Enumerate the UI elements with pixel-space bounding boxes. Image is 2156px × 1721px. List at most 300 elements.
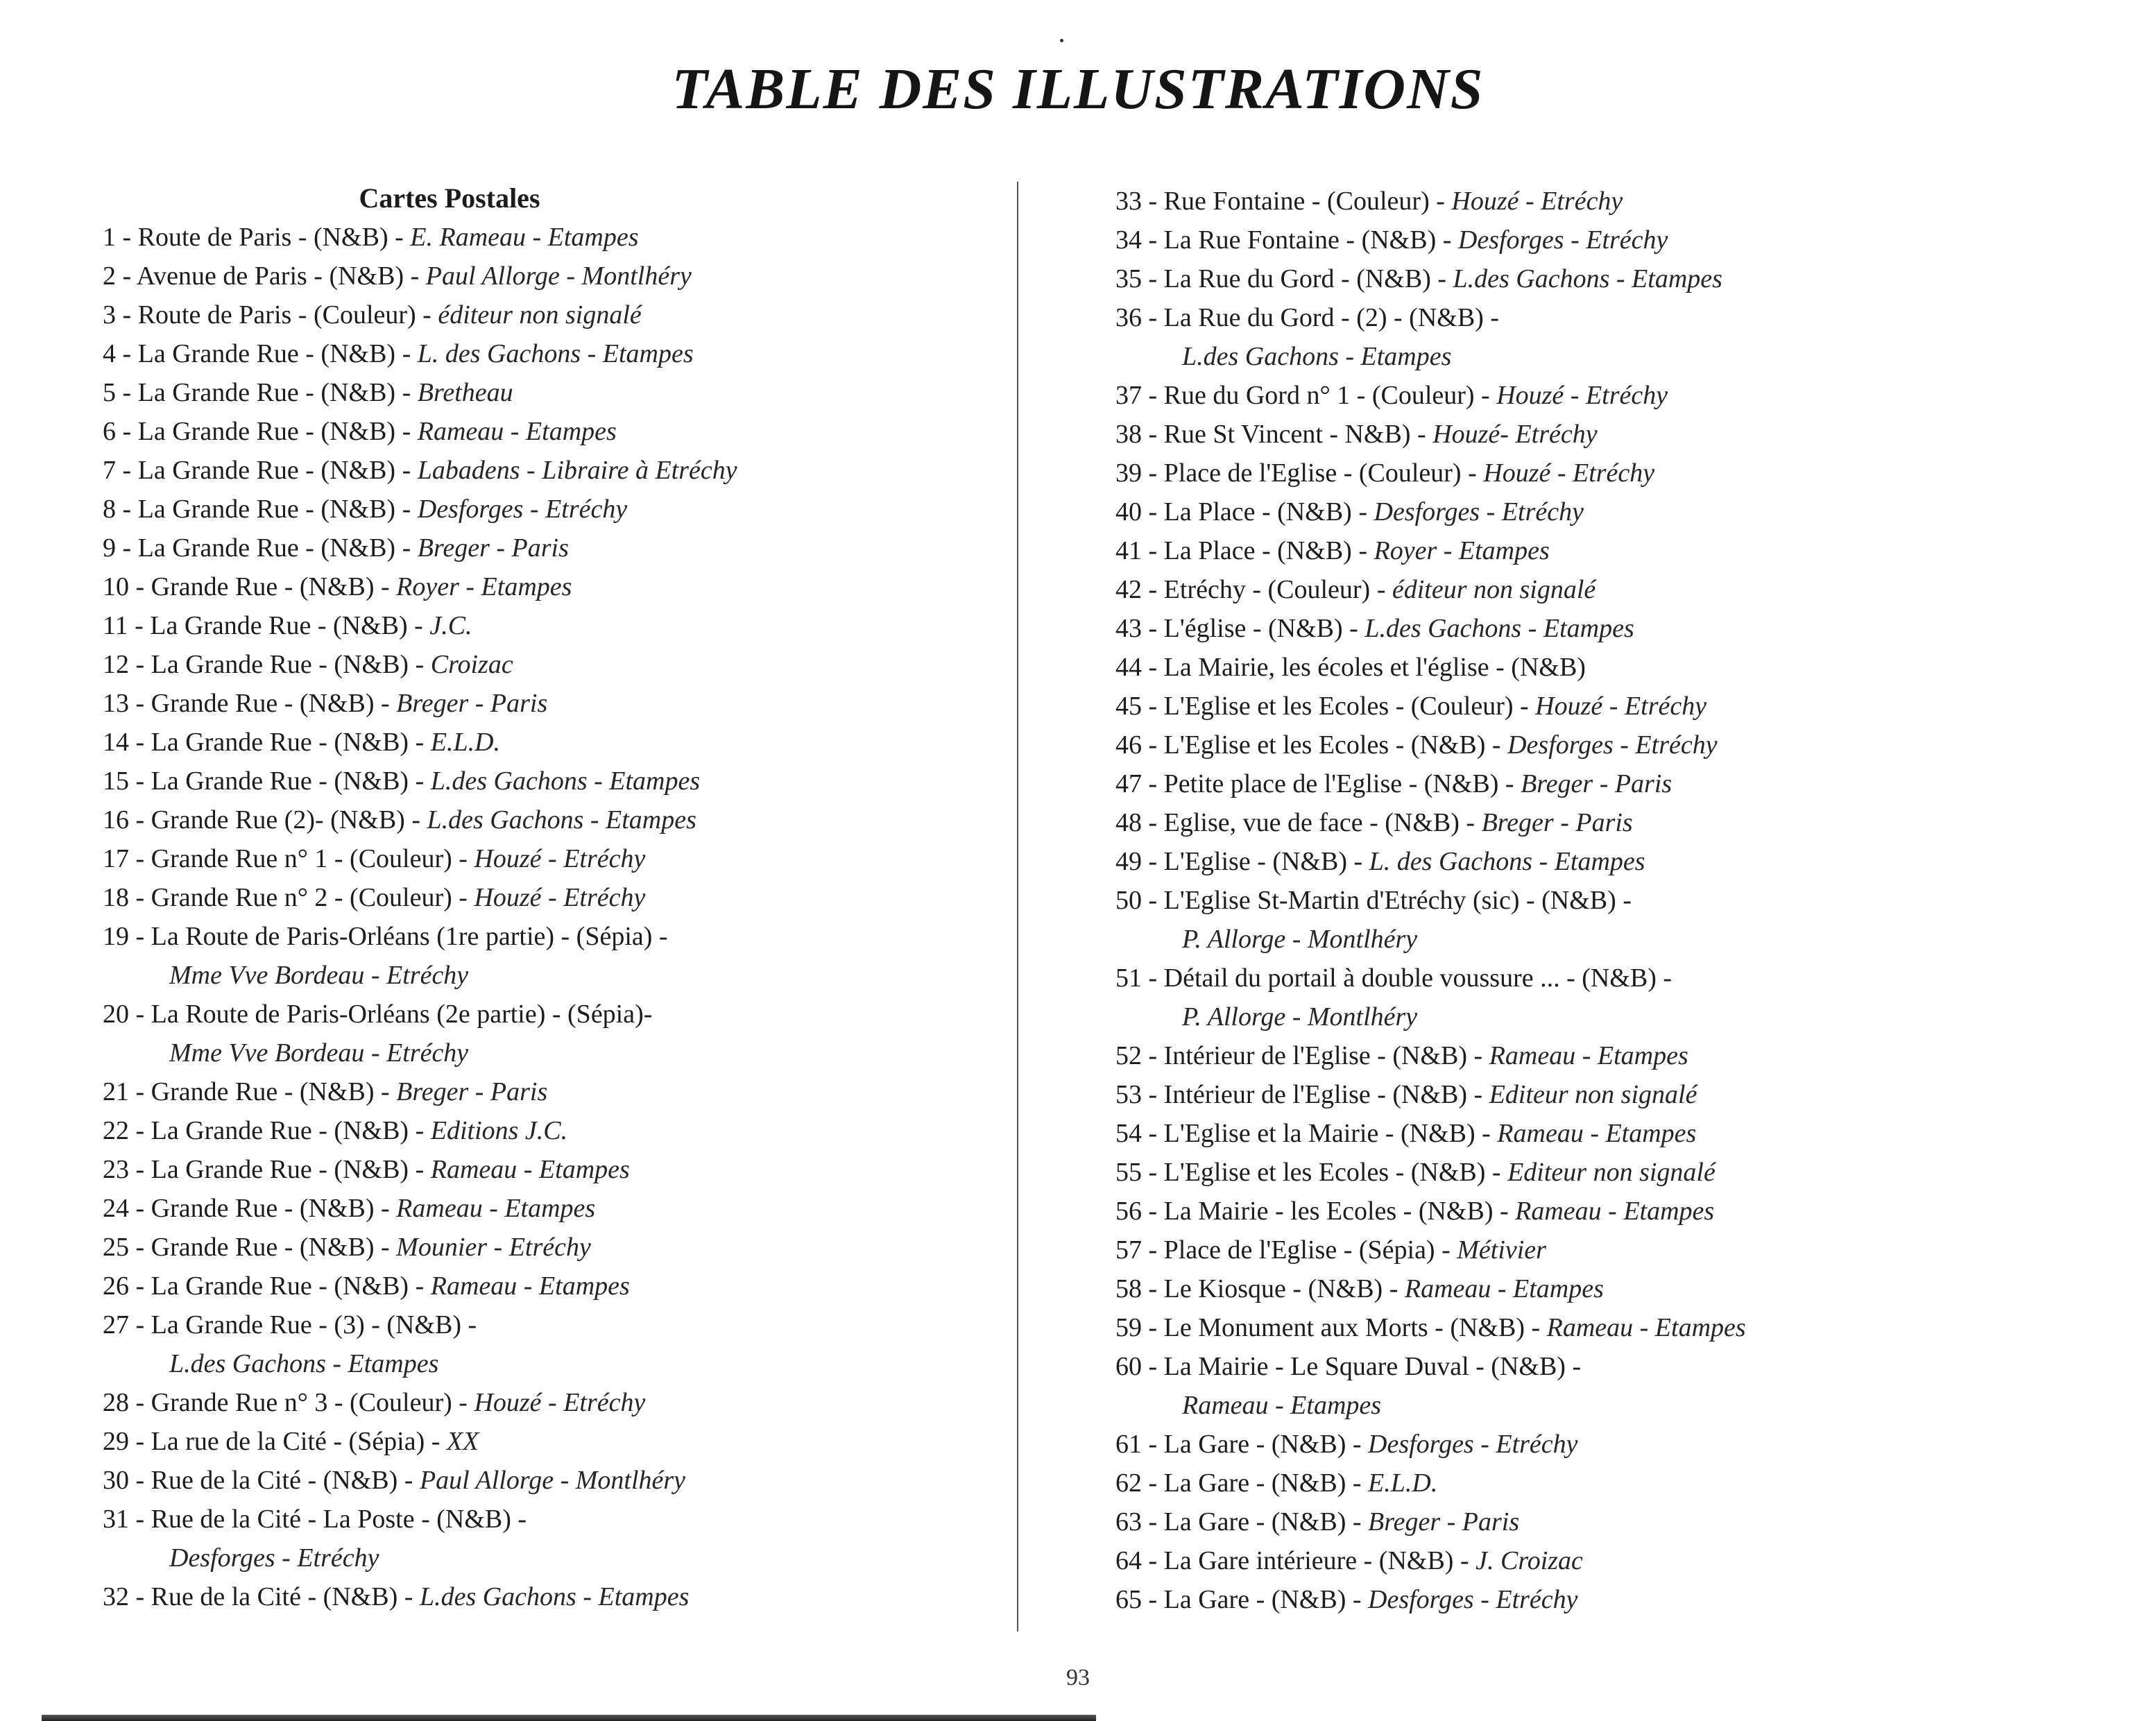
entry-separator: - [129, 1233, 151, 1262]
entry-publisher: Houzé- Etréchy [1432, 420, 1598, 449]
entry-separator: - [116, 456, 138, 485]
entry-publisher: Desforges - Etréchy [1507, 730, 1718, 760]
entry-title: Rue de la Cité - La Poste - (N&B) - [151, 1505, 527, 1534]
entry-separator: - [1142, 964, 1164, 993]
list-item [103, 490, 998, 529]
list-item [103, 218, 998, 257]
entry-publisher: Breger - Paris [417, 533, 569, 563]
list-item [103, 684, 998, 723]
entry-publisher: Rameau - Etampes [1404, 1274, 1604, 1303]
entry-separator: - [116, 339, 138, 368]
entry-number: 27 [103, 1310, 129, 1339]
entry-publisher: Breger - Paris [1368, 1507, 1520, 1536]
entry-publisher: J.C. [429, 611, 472, 640]
list-item [103, 1305, 998, 1383]
entry-publisher: éditeur non signalé [438, 300, 642, 329]
list-item [103, 373, 998, 412]
entry-number: 13 [103, 689, 129, 718]
entry-separator: - [129, 1427, 151, 1456]
entry-title: Route de Paris - (N&B) - [137, 223, 411, 252]
entry-separator: - [1142, 1119, 1164, 1148]
entry-number: 44 [1115, 653, 1142, 682]
list-item [1115, 1269, 2087, 1308]
entry-separator: - [1142, 1274, 1164, 1303]
entry-separator: - [1142, 1235, 1164, 1265]
list-item [1115, 1036, 2087, 1075]
entry-title: Route de Paris - (Couleur) - [137, 300, 438, 329]
list-item [1115, 648, 2087, 687]
entry-separator: - [116, 300, 138, 329]
entry-separator: - [129, 805, 151, 834]
entry-separator: - [1142, 1507, 1164, 1536]
entry-number: 15 [103, 767, 129, 796]
entry-number: 3 [103, 300, 116, 329]
entry-publisher: Paul Allorge - Montlhéry [419, 1466, 686, 1495]
entry-separator: - [1142, 808, 1164, 837]
list-item [1115, 259, 2087, 298]
entry-title: La Mairie - les Ecoles - (N&B) - [1163, 1197, 1516, 1226]
list-item [103, 1150, 998, 1189]
entry-number: 9 [103, 533, 116, 563]
entry-number: 38 [1115, 420, 1142, 449]
entry-publisher: Desforges - Etréchy [417, 495, 628, 524]
entry-title: Le Kiosque - (N&B) - [1163, 1274, 1405, 1303]
entry-number: 19 [103, 922, 129, 951]
list-item [1115, 687, 2087, 726]
entry-title: La Grande Rue - (N&B) - [151, 1155, 431, 1184]
entry-title: Grande Rue - (N&B) - [151, 1077, 397, 1106]
entry-number: 20 [103, 1000, 129, 1029]
ink-dot [1060, 39, 1063, 42]
entry-title: Grande Rue - (N&B) - [151, 1233, 397, 1262]
entry-separator: - [129, 1000, 151, 1029]
entry-publisher: Desforges - Etréchy [1368, 1585, 1578, 1614]
list-item [1115, 415, 2087, 454]
column-divider [1017, 182, 1018, 1632]
entry-number: 43 [1115, 614, 1142, 643]
entry-separator: - [129, 844, 151, 873]
list-item [1115, 803, 2087, 842]
list-item [103, 296, 998, 334]
entry-title: La Grande Rue - (N&B) - [137, 495, 418, 524]
scan-edge [42, 1715, 1096, 1721]
entry-number: 65 [1115, 1585, 1142, 1614]
entry-separator: - [1142, 420, 1164, 449]
entry-number: 17 [103, 844, 129, 873]
entry-title: Grande Rue - (N&B) - [151, 1194, 397, 1223]
list-item [1115, 1114, 2087, 1153]
list-item [1115, 881, 2087, 959]
entry-publisher: Rameau - Etampes [1546, 1313, 1746, 1342]
entry-separator: - [1142, 1585, 1164, 1614]
list-item [1115, 570, 2087, 609]
list-item [1115, 842, 2087, 881]
entry-number: 42 [1115, 575, 1142, 604]
entry-publisher: Labadens - Libraire à Etréchy [417, 456, 737, 485]
entry-publisher: Rameau - Etampes [430, 1272, 630, 1301]
entry-publisher: L. des Gachons - Etampes [1369, 847, 1645, 876]
entry-publisher: Houzé - Etréchy [1451, 187, 1623, 216]
list-item [1115, 1308, 2087, 1347]
list-item [1115, 764, 2087, 803]
entry-title: La Rue du Gord - (N&B) - [1163, 264, 1453, 293]
entry-number: 35 [1115, 264, 1142, 293]
entry-title: Intérieur de l'Eglise - (N&B) - [1163, 1041, 1489, 1070]
entry-number: 28 [103, 1388, 129, 1417]
entry-publisher: J. Croizac [1475, 1546, 1583, 1575]
list-item [103, 800, 998, 839]
entry-number: 33 [1115, 187, 1142, 216]
entry-number: 1 [103, 223, 116, 252]
entry-number: 18 [103, 883, 129, 912]
entry-number: 36 [1115, 303, 1142, 332]
entry-publisher: XX [446, 1427, 479, 1456]
entry-separator: - [129, 1155, 151, 1184]
entry-separator: - [129, 1388, 151, 1417]
entry-publisher: Houzé - Etréchy [474, 883, 646, 912]
entry-title: La Grande Rue - (N&B) - [137, 456, 418, 485]
entry-separator: - [1142, 847, 1164, 876]
entry-number: 53 [1115, 1080, 1142, 1109]
entry-publisher: éditeur non signalé [1392, 575, 1596, 604]
entry-number: 34 [1115, 225, 1142, 255]
list-item [103, 917, 998, 995]
entry-separator: - [1142, 886, 1164, 915]
entry-separator: - [116, 262, 137, 291]
entry-separator: - [129, 1505, 151, 1534]
entry-number: 10 [103, 572, 129, 601]
entry-title: Petite place de l'Eglise - (N&B) - [1163, 769, 1521, 798]
entry-publisher: Breger - Paris [1521, 769, 1672, 798]
entry-number: 46 [1115, 730, 1142, 760]
entry-title: La Rue Fontaine - (N&B) - [1163, 225, 1458, 255]
entry-title: Rue de la Cité - (N&B) - [151, 1582, 420, 1611]
entry-separator: - [116, 223, 138, 252]
entry-separator: - [1142, 1430, 1164, 1459]
list-item [1115, 454, 2087, 493]
entry-number: 5 [103, 378, 116, 407]
entry-publisher: Desforges - Etréchy [1368, 1430, 1578, 1459]
entry-number: 24 [103, 1194, 129, 1223]
entry-number: 6 [103, 417, 116, 446]
entry-title: Détail du portail à double voussure ... - (N&B) - [1163, 964, 1672, 993]
entry-publisher: Desforges - Etréchy [1457, 225, 1668, 255]
left-column [103, 179, 998, 1616]
entry-title: Avenue de Paris - (N&B) - [136, 262, 426, 291]
entry-separator: - [116, 378, 138, 407]
entry-number: 22 [103, 1116, 129, 1145]
list-item [1115, 221, 2087, 259]
list-item [1115, 1580, 2087, 1619]
entry-publisher: Rameau - Etampes [417, 417, 617, 446]
entry-publisher: Royer - Etampes [396, 572, 572, 601]
entry-title: La Gare - (N&B) - [1163, 1469, 1369, 1498]
entry-title: L'Eglise et la Mairie - (N&B) - [1163, 1119, 1498, 1148]
entry-number: 54 [1115, 1119, 1142, 1148]
entry-title: La Place - (N&B) - [1163, 536, 1374, 565]
entry-number: 60 [1115, 1352, 1142, 1381]
entry-title: L'Eglise et les Ecoles - (N&B) - [1163, 730, 1508, 760]
entry-title: Place de l'Eglise - (Couleur) - [1163, 459, 1484, 488]
entry-publisher: Rameau - Etampes [1489, 1041, 1688, 1070]
entry-number: 16 [103, 805, 129, 834]
entry-separator: - [1142, 497, 1164, 526]
list-item [103, 451, 998, 490]
entry-title: Intérieur de l'Eglise - (N&B) - [1163, 1080, 1489, 1109]
entry-separator: - [1142, 1158, 1164, 1187]
entry-title: La Grande Rue - (N&B) - [150, 611, 430, 640]
entry-separator: - [1142, 536, 1164, 565]
entry-separator: - [129, 922, 151, 951]
entry-publisher: Mounier - Etréchy [396, 1233, 591, 1262]
entry-publisher: Breger - Paris [396, 1077, 548, 1106]
entry-number: 62 [1115, 1469, 1142, 1498]
entry-publisher: L.des Gachons - Etampes [169, 1349, 439, 1378]
entry-title: La Grande Rue - (N&B) - [151, 650, 431, 679]
entry-title: Grande Rue - (N&B) - [151, 689, 397, 718]
entry-publisher: Mme Vve Bordeau - Etréchy [169, 1038, 469, 1068]
list-item [103, 723, 998, 762]
entry-publisher: Mme Vve Bordeau - Etréchy [169, 961, 469, 990]
list-item [1115, 959, 2087, 1036]
entry-separator: - [1142, 575, 1164, 604]
entry-separator: - [1142, 1041, 1164, 1070]
entry-publisher: E.L.D. [1368, 1469, 1438, 1498]
entry-separator: - [129, 1194, 151, 1223]
entry-number: 25 [103, 1233, 129, 1262]
entry-publisher: L.des Gachons - Etampes [1453, 264, 1722, 293]
entry-title: Grande Rue n° 2 - (Couleur) - [151, 883, 474, 912]
entry-title: La Gare - (N&B) - [1163, 1430, 1369, 1459]
entry-separator: - [116, 533, 138, 563]
entry-number: 63 [1115, 1507, 1142, 1536]
list-item [1115, 1231, 2087, 1269]
list-item [103, 412, 998, 451]
entry-title: Grande Rue (2)- (N&B) - [151, 805, 427, 834]
entry-publisher: Royer - Etampes [1374, 536, 1550, 565]
entry-title: La Grande Rue - (N&B) - [151, 1116, 431, 1145]
entry-publisher: Breger - Paris [396, 689, 548, 718]
entry-publisher: Rameau - Etampes [1497, 1119, 1697, 1148]
entry-number: 11 [103, 611, 128, 640]
entry-number: 8 [103, 495, 116, 524]
entry-separator: - [129, 728, 151, 757]
entry-number: 56 [1115, 1197, 1142, 1226]
entry-number: 26 [103, 1272, 129, 1301]
list-item [103, 645, 998, 684]
entry-separator: - [1142, 459, 1164, 488]
list-item [103, 878, 998, 917]
entry-publisher: E.L.D. [430, 728, 501, 757]
entry-separator: - [1142, 264, 1164, 293]
entry-title: Rue St Vincent - N&B) - [1163, 420, 1433, 449]
section-heading: Cartes Postales [359, 182, 540, 214]
entry-publisher: Editeur non signalé [1489, 1080, 1697, 1109]
entry-number: 47 [1115, 769, 1142, 798]
entry-separator: - [129, 572, 151, 601]
entry-publisher: Rameau - Etampes [1515, 1197, 1715, 1226]
entry-publisher: Breger - Paris [1481, 808, 1633, 837]
entry-separator: - [129, 650, 151, 679]
list-item [103, 1228, 998, 1267]
list-item [1115, 1192, 2087, 1231]
entry-number: 30 [103, 1466, 129, 1495]
entry-title: La Mairie - Le Square Duval - (N&B) - [1163, 1352, 1582, 1381]
entry-number: 39 [1115, 459, 1142, 488]
entry-title: Eglise, vue de face - (N&B) - [1163, 808, 1482, 837]
entry-title: La Gare - (N&B) - [1163, 1585, 1369, 1614]
entry-publisher: Croizac [430, 650, 513, 679]
entry-title: La Grande Rue - (N&B) - [137, 533, 418, 563]
entry-publisher: Houzé - Etréchy [1483, 459, 1655, 488]
list-item [1115, 1153, 2087, 1192]
entry-number: 64 [1115, 1546, 1142, 1575]
entry-title: La rue de la Cité - (Sépia) - [151, 1427, 447, 1456]
entry-title: Rue de la Cité - (N&B) - [151, 1466, 420, 1495]
list-item [103, 257, 998, 296]
list-item [1115, 1464, 2087, 1502]
entry-separator: - [129, 1272, 151, 1301]
list-item [1115, 531, 2087, 570]
entry-separator: - [1142, 769, 1164, 798]
entry-title: La Gare - (N&B) - [1163, 1507, 1369, 1536]
page-number: 93 [1066, 1665, 1090, 1690]
entry-separator: - [1142, 1546, 1164, 1575]
entry-number: 14 [103, 728, 129, 757]
entry-publisher: Houzé - Etréchy [474, 844, 646, 873]
entry-number: 61 [1115, 1430, 1142, 1459]
list-item [103, 995, 998, 1072]
entry-publisher: Houzé - Etréchy [1496, 381, 1668, 410]
entry-number: 48 [1115, 808, 1142, 837]
list-item [103, 606, 998, 645]
list-item [1115, 376, 2087, 415]
list-item [103, 1422, 998, 1461]
entry-title: L'Eglise St-Martin d'Etréchy (sic) - (N&B) - [1163, 886, 1632, 915]
entry-separator: - [128, 611, 151, 640]
entry-number: 41 [1115, 536, 1142, 565]
entry-title: L'Eglise et les Ecoles - (N&B) - [1163, 1158, 1508, 1187]
entry-separator: - [1142, 1352, 1164, 1381]
entry-title: Place de l'Eglise - (Sépia) - [1163, 1235, 1457, 1265]
entry-number: 7 [103, 456, 116, 485]
list-item [1115, 609, 2087, 648]
entry-publisher: Desforges - Etréchy [169, 1543, 379, 1573]
entry-publisher: L.des Gachons - Etampes [430, 767, 701, 796]
entry-title: La Grande Rue - (N&B) - [137, 378, 418, 407]
entry-number: 51 [1115, 964, 1142, 993]
right-column [1115, 182, 2087, 1619]
entry-separator: - [1142, 1080, 1164, 1109]
list-item [1115, 1347, 2087, 1425]
entry-publisher: L.des Gachons - Etampes [1364, 614, 1634, 643]
list-item [103, 839, 998, 878]
entry-separator: - [129, 1466, 151, 1495]
list-item [103, 529, 998, 567]
entry-publisher: Editeur non signalé [1507, 1158, 1716, 1187]
entry-number: 4 [103, 339, 116, 368]
entry-separator: - [129, 1077, 151, 1106]
entry-separator: - [1142, 1197, 1164, 1226]
entry-publisher: Houzé - Etréchy [474, 1388, 646, 1417]
entry-number: 40 [1115, 497, 1142, 526]
entry-title: La Grande Rue - (N&B) - [151, 728, 431, 757]
list-item [1115, 182, 2087, 221]
entry-separator: - [129, 883, 151, 912]
entry-title: L'Eglise et les Ecoles - (Couleur) - [1163, 692, 1536, 721]
entry-publisher: L.des Gachons - Etampes [1182, 342, 1452, 371]
entry-number: 52 [1115, 1041, 1142, 1070]
entry-separator: - [129, 1310, 151, 1339]
entry-title: La Gare intérieure - (N&B) - [1163, 1546, 1476, 1575]
entry-number: 12 [103, 650, 129, 679]
entry-number: 29 [103, 1427, 129, 1456]
entry-publisher: P. Allorge - Montlhéry [1182, 1002, 1418, 1031]
list-item [103, 1189, 998, 1228]
entry-separator: - [116, 495, 138, 524]
list-item [103, 762, 998, 800]
entry-title: La Route de Paris-Orléans (1re partie) - (Sépia) - [151, 922, 668, 951]
entry-number: 50 [1115, 886, 1142, 915]
entry-separator: - [129, 767, 151, 796]
entry-publisher: Editions J.C. [430, 1116, 568, 1145]
entry-publisher: Métivier [1457, 1235, 1546, 1265]
entry-separator: - [129, 1116, 151, 1145]
entry-title: Grande Rue n° 3 - (Couleur) - [151, 1388, 474, 1417]
entry-separator: - [1142, 653, 1164, 682]
entry-publisher: L.des Gachons - Etampes [427, 805, 696, 834]
entry-separator: - [1142, 303, 1164, 332]
entry-separator: - [1142, 1313, 1164, 1342]
entry-number: 37 [1115, 381, 1142, 410]
list-item [103, 1267, 998, 1305]
entry-publisher: Rameau - Etampes [430, 1155, 630, 1184]
list-item [1115, 1075, 2087, 1114]
entry-publisher: E. Rameau - Etampes [410, 223, 639, 252]
entry-publisher: Rameau - Etampes [1182, 1391, 1382, 1420]
entry-separator: - [1142, 614, 1164, 643]
entry-title: Le Monument aux Morts - (N&B) - [1163, 1313, 1547, 1342]
entry-publisher: Rameau - Etampes [396, 1194, 596, 1223]
entry-number: 55 [1115, 1158, 1142, 1187]
entry-number: 58 [1115, 1274, 1142, 1303]
entry-title: Etréchy - (Couleur) - [1163, 575, 1392, 604]
entry-title: Grande Rue n° 1 - (Couleur) - [151, 844, 474, 873]
page-title: TABLE DES ILLUSTRATIONS [671, 57, 1485, 121]
entry-separator: - [129, 1582, 151, 1611]
entry-title: Grande Rue - (N&B) - [151, 572, 397, 601]
list-item [1115, 1502, 2087, 1541]
entry-separator: - [1142, 225, 1164, 255]
entry-title: La Place - (N&B) - [1163, 497, 1374, 526]
entry-title: La Grande Rue - (N&B) - [151, 767, 431, 796]
entry-separator: - [1142, 1469, 1164, 1498]
entry-publisher: L.des Gachons - Etampes [419, 1582, 690, 1611]
entry-number: 57 [1115, 1235, 1142, 1265]
entry-separator: - [1142, 187, 1164, 216]
entry-title: L'église - (N&B) - [1163, 614, 1365, 643]
entry-number: 49 [1115, 847, 1142, 876]
entry-title: La Grande Rue - (N&B) - [137, 339, 418, 368]
entry-title: La Grande Rue - (N&B) - [137, 417, 418, 446]
list-item [1115, 1425, 2087, 1464]
list-item [103, 334, 998, 373]
list-item [103, 1383, 998, 1422]
entry-number: 21 [103, 1077, 129, 1106]
entry-title: Rue Fontaine - (Couleur) - [1163, 187, 1452, 216]
entry-separator: - [1142, 692, 1164, 721]
list-item [1115, 1541, 2087, 1580]
